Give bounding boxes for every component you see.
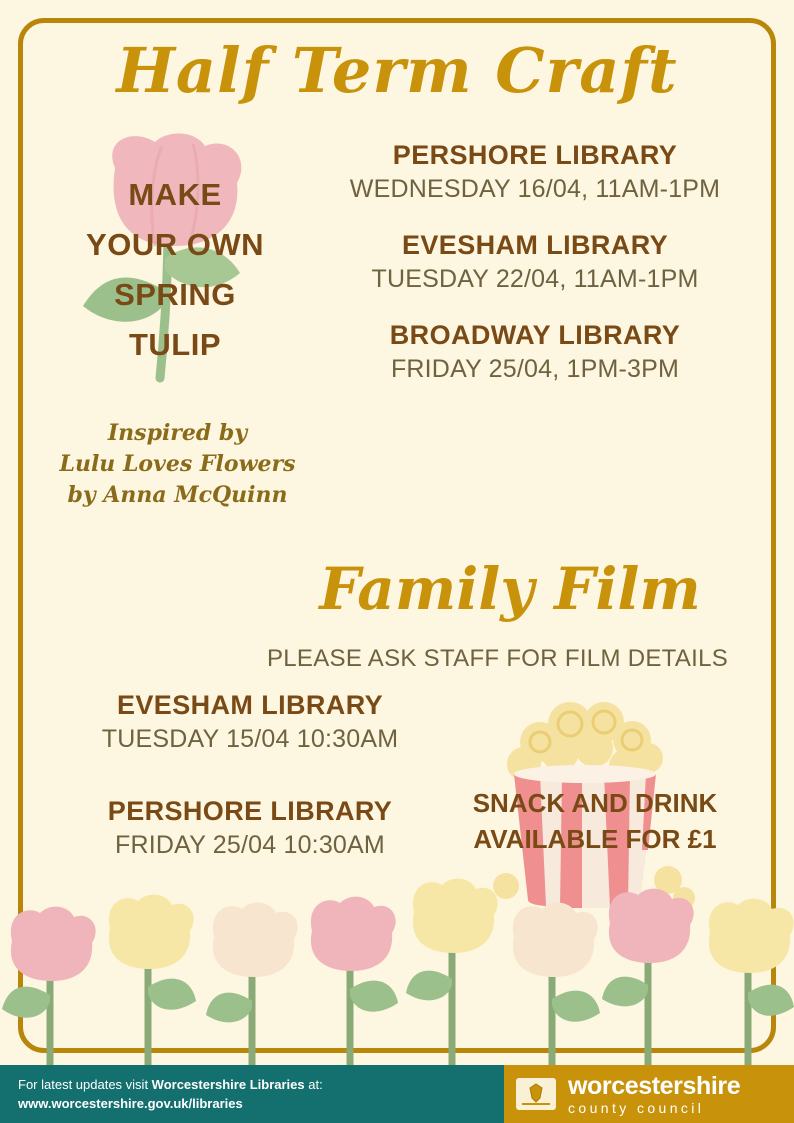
craft-session-1-when: WEDNESDAY 16/04, 11AM-1PM bbox=[349, 175, 721, 203]
footer-line-1 bbox=[18, 1075, 504, 1094]
footer-url[interactable]: www.worcestershire.gov.uk/libraries bbox=[18, 1096, 243, 1111]
film-session-2-library: PERSHORE LIBRARY bbox=[107, 796, 393, 826]
make-your-own-heading bbox=[50, 170, 300, 370]
tulip-border-illustration bbox=[0, 875, 794, 1065]
craft-session-2 bbox=[300, 230, 770, 294]
inspired-line-3: by Anna McQuinn bbox=[67, 482, 288, 508]
footer bbox=[0, 1065, 794, 1123]
film-session-2-when: FRIDAY 25/04 10:30AM bbox=[115, 831, 385, 859]
council-name: worcestershire bbox=[568, 1071, 741, 1100]
film-session-1-library: EVESHAM LIBRARY bbox=[116, 690, 384, 720]
craft-session-list bbox=[300, 140, 770, 410]
snack-line-1: SNACK AND DRINK bbox=[472, 788, 718, 818]
make-line-3: SPRING bbox=[114, 277, 236, 312]
craft-session-3-library: BROADWAY LIBRARY bbox=[389, 320, 681, 350]
inspired-by-credit bbox=[40, 418, 315, 511]
craft-session-2-when: TUESDAY 22/04, 11AM-1PM bbox=[371, 265, 699, 293]
film-session-2 bbox=[40, 796, 460, 860]
footer-line-1-bold: Worcestershire Libraries bbox=[151, 1077, 305, 1092]
film-session-1 bbox=[40, 690, 460, 754]
council-wordmark bbox=[568, 1071, 741, 1116]
footer-line-1-post: at: bbox=[304, 1077, 323, 1092]
family-film-title: Family Film bbox=[319, 555, 701, 623]
inspired-line-1: Inspired by bbox=[107, 420, 248, 446]
council-logo bbox=[504, 1065, 794, 1123]
make-line-1: MAKE bbox=[128, 177, 222, 212]
snack-line-2: AVAILABLE FOR £1 bbox=[473, 824, 717, 854]
footer-line-1-pre: For latest updates visit bbox=[18, 1077, 152, 1092]
make-line-4: TULIP bbox=[128, 327, 222, 362]
film-session-list bbox=[40, 690, 460, 902]
page-title: Half Term Craft bbox=[116, 34, 678, 107]
snack-info bbox=[430, 785, 760, 857]
craft-session-1-library: PERSHORE LIBRARY bbox=[392, 140, 678, 170]
craft-session-2-library: EVESHAM LIBRARY bbox=[401, 230, 669, 260]
make-line-2: YOUR OWN bbox=[86, 227, 264, 262]
craft-session-3 bbox=[300, 320, 770, 384]
crest-icon bbox=[514, 1074, 558, 1114]
council-sub: county council bbox=[568, 1099, 705, 1116]
inspired-line-2: Lulu Loves Flowers bbox=[59, 451, 296, 477]
craft-session-1 bbox=[300, 140, 770, 204]
footer-contact bbox=[0, 1065, 504, 1123]
film-details-note: PLEASE ASK STAFF FOR FILM DETAILS bbox=[266, 645, 729, 672]
craft-session-3-when: FRIDAY 25/04, 1PM-3PM bbox=[390, 355, 680, 383]
film-session-1-when: TUESDAY 15/04 10:30AM bbox=[101, 725, 399, 753]
